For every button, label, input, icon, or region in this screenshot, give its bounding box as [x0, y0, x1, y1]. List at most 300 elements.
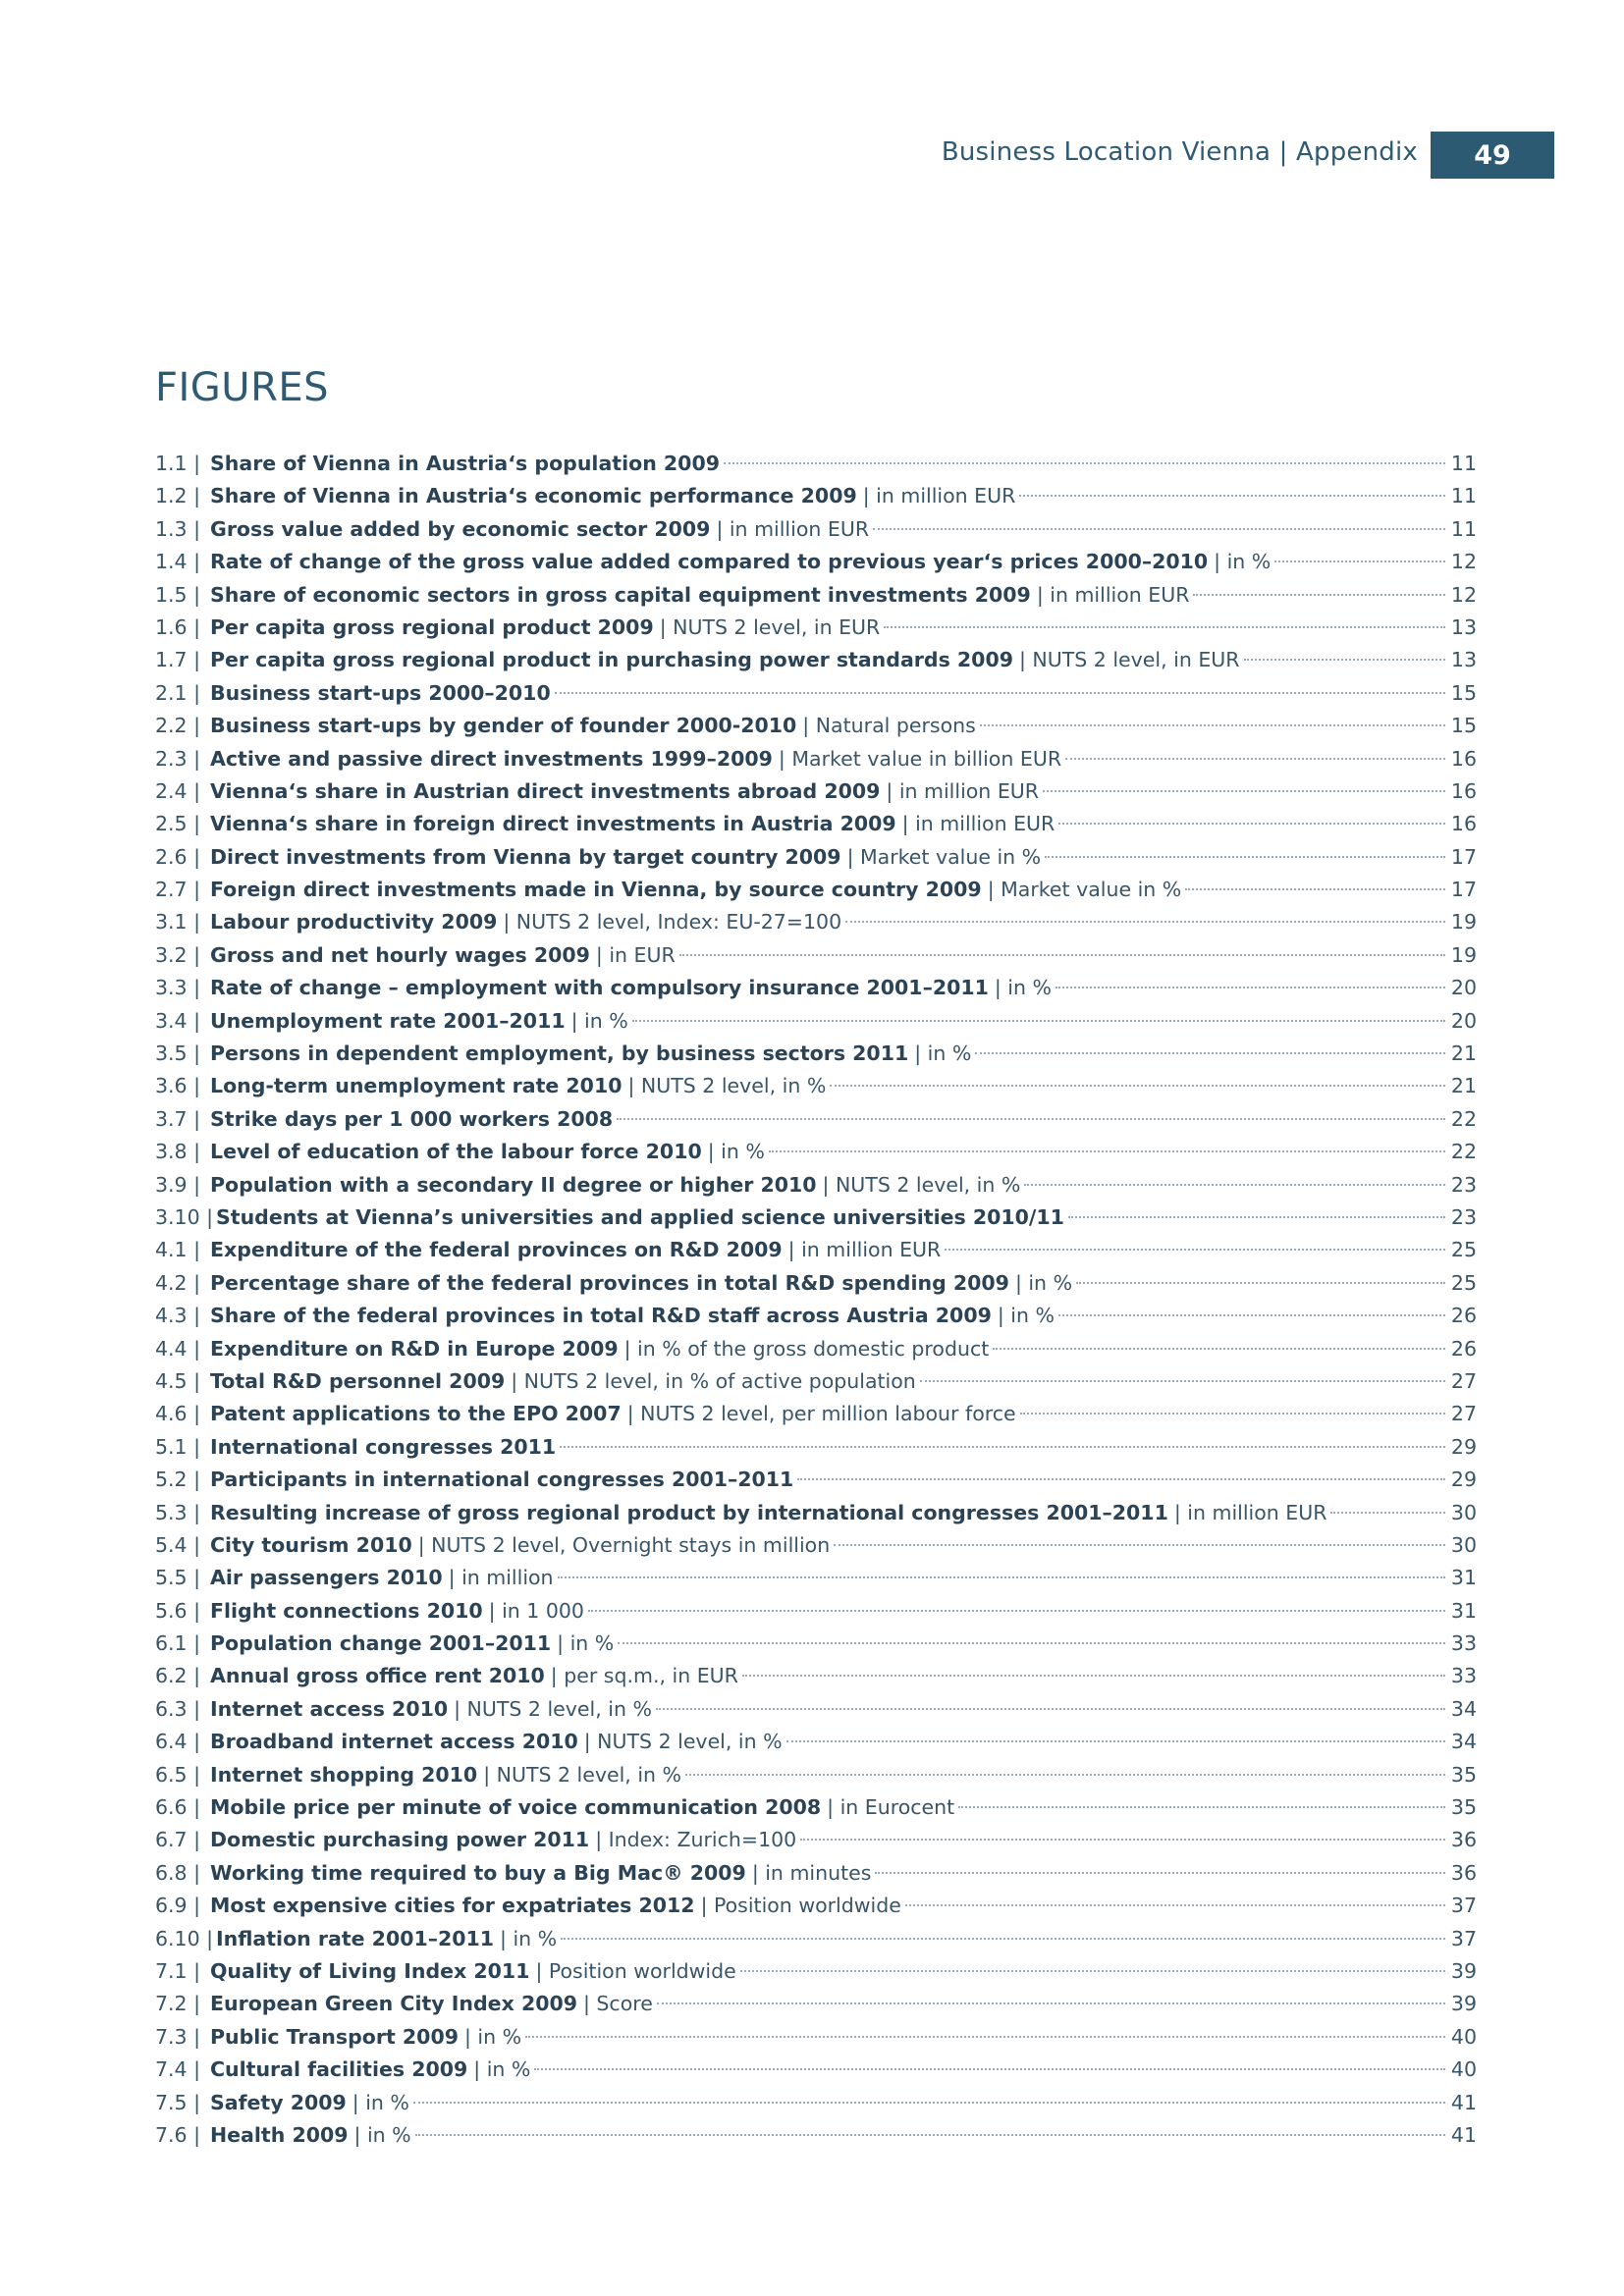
dot-leader — [875, 1872, 1445, 1874]
figure-unit: | Score — [583, 1992, 653, 2016]
figure-title: Cultural facilities 2009 — [210, 2057, 468, 2082]
figure-page-number: 19 — [1450, 910, 1477, 934]
figure-number: 3.3 | — [155, 976, 201, 1000]
figure-title: Strike days per 1 000 workers 2008 — [210, 1106, 614, 1131]
figure-page-number: 36 — [1450, 1828, 1477, 1852]
dot-leader — [679, 954, 1445, 956]
dot-leader — [786, 1740, 1445, 1742]
figure-page-number: 19 — [1450, 942, 1477, 967]
figure-number: 3.4 | — [155, 1008, 201, 1033]
figure-entry[interactable] — [155, 939, 1477, 972]
figure-entry[interactable] — [155, 1234, 1477, 1266]
figure-entry[interactable] — [155, 2054, 1477, 2086]
figure-number: 1.2 | — [155, 484, 201, 508]
running-header: Business Location Vienna | Appendix — [941, 137, 1418, 167]
figure-title: Public Transport 2009 — [210, 2024, 459, 2049]
figure-page-number: 36 — [1450, 1860, 1477, 1885]
figure-title: Most expensive cities for expatriates 2012 — [210, 1894, 695, 1918]
figure-page-number: 20 — [1450, 976, 1477, 1000]
dot-leader — [1058, 1314, 1445, 1316]
figure-title: Business start-ups by gender of founder 2000-2010 — [210, 714, 797, 738]
figure-page-number: 37 — [1450, 1894, 1477, 1918]
figure-title: Labour productivity 2009 — [210, 910, 498, 934]
dot-leader — [1330, 1512, 1445, 1514]
figure-entry[interactable] — [155, 480, 1477, 512]
figure-title: Vienna‘s share in foreign direct investments in Austria 2009 — [210, 812, 896, 836]
figure-page-number: 15 — [1450, 680, 1477, 705]
dot-leader — [800, 1839, 1445, 1841]
figure-unit: | in % — [707, 1140, 765, 1164]
figure-entry[interactable] — [155, 1169, 1477, 1201]
dot-leader — [1043, 790, 1445, 792]
figure-page-number: 34 — [1450, 1696, 1477, 1721]
figure-page-number: 26 — [1450, 1336, 1477, 1361]
figure-page-number: 39 — [1450, 1992, 1477, 2016]
figure-entry[interactable] — [155, 972, 1477, 1004]
figure-page-number: 21 — [1450, 1041, 1477, 1066]
dot-leader — [740, 1970, 1445, 1972]
figure-entry[interactable] — [155, 1201, 1477, 1234]
dot-leader — [742, 1675, 1445, 1677]
figure-entry[interactable] — [155, 1333, 1477, 1365]
figure-entry[interactable] — [155, 1529, 1477, 1562]
figure-number: 5.1 | — [155, 1434, 201, 1459]
figure-number: 2.2 | — [155, 714, 201, 738]
figure-page-number: 16 — [1450, 778, 1477, 803]
figure-entry[interactable] — [155, 1464, 1477, 1496]
figure-title: Unemployment rate 2001–2011 — [210, 1008, 566, 1033]
figure-page-number: 17 — [1450, 878, 1477, 902]
figure-entry[interactable] — [155, 1824, 1477, 1856]
figure-number: 1.1 | — [155, 452, 201, 475]
figure-title: Gross value added by economic sector 2009 — [210, 516, 711, 541]
figure-entry[interactable] — [155, 513, 1477, 546]
dot-leader — [555, 692, 1445, 694]
figure-title: Direct investments from Vienna by target country 2009 — [210, 844, 841, 869]
figure-title: International congresses 2011 — [210, 1434, 557, 1459]
figure-unit: | in 1 000 — [488, 1598, 584, 1623]
figure-unit: | NUTS 2 level, in % — [583, 1730, 783, 1754]
dot-leader — [534, 2068, 1445, 2070]
figure-page-number: 11 — [1450, 452, 1477, 475]
dot-leader — [1274, 561, 1445, 562]
figure-unit: | Market value in % — [846, 844, 1042, 869]
figure-unit: | in million EUR — [886, 778, 1040, 803]
figure-entry[interactable] — [155, 906, 1477, 938]
figure-number: 4.2 | — [155, 1270, 201, 1295]
figure-unit: | NUTS 2 level, in % — [454, 1696, 652, 1721]
figure-entry[interactable] — [155, 1497, 1477, 1529]
figure-page-number: 16 — [1450, 812, 1477, 836]
figure-entry[interactable] — [155, 1660, 1477, 1692]
dot-leader — [980, 724, 1445, 726]
figure-number: 5.4 | — [155, 1532, 201, 1557]
figure-unit: | NUTS 2 level, in % — [483, 1762, 682, 1787]
figure-entry[interactable] — [155, 1365, 1477, 1398]
dot-leader — [724, 462, 1445, 464]
figure-unit: | per sq.m., in EUR — [550, 1664, 738, 1688]
figure-entry[interactable] — [155, 1595, 1477, 1628]
figure-unit: | in % — [914, 1041, 972, 1066]
figure-title: Share of economic sectors in gross capital equipment investments 2009 — [210, 582, 1031, 607]
figure-number: 5.2 | — [155, 1468, 201, 1492]
figure-entry[interactable] — [155, 644, 1477, 676]
figure-entry[interactable] — [155, 1628, 1477, 1660]
figure-title: Health 2009 — [210, 2122, 349, 2147]
figure-entry[interactable] — [155, 874, 1477, 906]
figure-entry[interactable] — [155, 1923, 1477, 1955]
figure-unit: | in % — [994, 976, 1052, 1000]
figure-number: 6.2 | — [155, 1664, 201, 1688]
dot-leader — [1193, 594, 1445, 596]
figure-number: 5.6 | — [155, 1598, 201, 1623]
figure-unit: | in % — [500, 1926, 558, 1950]
figure-title: Active and passive direct investments 1999–2009 — [210, 746, 773, 771]
figure-entry[interactable] — [155, 743, 1477, 775]
dot-leader — [656, 1708, 1445, 1710]
figure-unit: | Position worldwide — [700, 1894, 901, 1918]
figure-number: 4.3 | — [155, 1304, 201, 1328]
figure-number: 2.3 | — [155, 746, 201, 771]
figure-number: 3.10 | — [155, 1204, 214, 1229]
figure-title: Vienna‘s share in Austrian direct investments abroad 2009 — [210, 778, 881, 803]
figure-page-number: 20 — [1450, 1008, 1477, 1033]
figure-number: 1.5 | — [155, 582, 201, 607]
figure-entry[interactable] — [155, 1955, 1477, 1988]
figure-title: Internet shopping 2010 — [210, 1762, 478, 1787]
dot-leader — [769, 1150, 1445, 1152]
figure-number: 4.5 | — [155, 1368, 201, 1393]
dot-leader — [560, 1446, 1445, 1448]
figure-page-number: 31 — [1450, 1598, 1477, 1623]
figure-number: 6.4 | — [155, 1730, 201, 1754]
section-title: FIGURES — [155, 365, 330, 410]
dot-leader — [1244, 659, 1445, 661]
figure-title: Share of the federal provinces in total R&D staff across Austria 2009 — [210, 1304, 992, 1328]
dot-leader — [1019, 495, 1445, 497]
dot-leader — [618, 1642, 1445, 1644]
figure-title: Quality of Living Index 2011 — [210, 1958, 530, 1983]
figure-number: 4.1 | — [155, 1238, 201, 1262]
figure-title: Patent applications to the EPO 2007 — [210, 1402, 622, 1426]
figure-entry[interactable] — [155, 1857, 1477, 1890]
figure-number: 6.10 | — [155, 1926, 214, 1950]
dot-leader — [1065, 758, 1445, 760]
figure-title: Internet access 2010 — [210, 1696, 449, 1721]
figure-number: 3.6 | — [155, 1074, 201, 1098]
figure-unit: | NUTS 2 level, in % — [627, 1074, 827, 1098]
figure-unit: | in % — [1014, 1270, 1073, 1295]
figure-unit: | Market value in % — [987, 878, 1182, 902]
figure-title: Per capita gross regional product 2009 — [210, 614, 654, 639]
figure-number: 6.3 | — [155, 1696, 201, 1721]
figure-page-number: 41 — [1450, 2122, 1477, 2147]
figure-unit: | in million EUR — [1036, 582, 1190, 607]
figure-page-number: 27 — [1450, 1368, 1477, 1393]
dot-leader — [1185, 888, 1445, 890]
figure-entry[interactable] — [155, 1267, 1477, 1300]
figure-page-number: 15 — [1450, 714, 1477, 738]
figure-unit: | in million EUR — [716, 516, 870, 541]
figure-number: 5.3 | — [155, 1500, 201, 1524]
figure-title: Air passengers 2010 — [210, 1566, 443, 1590]
dot-leader — [945, 1249, 1445, 1251]
figure-entry[interactable] — [155, 710, 1477, 742]
figure-number: 6.1 | — [155, 1631, 201, 1656]
figure-number: 2.6 | — [155, 844, 201, 869]
figure-unit: | in % of the gross domestic product — [623, 1336, 990, 1361]
figure-title: City tourism 2010 — [210, 1532, 412, 1557]
dot-leader — [632, 1020, 1445, 1022]
dot-leader — [873, 528, 1445, 530]
figure-entry[interactable] — [155, 579, 1477, 612]
figure-unit: | in % — [1214, 550, 1272, 574]
page-number: 49 — [1474, 139, 1511, 171]
figure-title: Expenditure of the federal provinces on R&D 2009 — [210, 1238, 783, 1262]
figure-title: Persons in dependent employment, by business sectors 2011 — [210, 1041, 909, 1066]
figure-entry[interactable] — [155, 808, 1477, 840]
figure-unit: | in million EUR — [1173, 1500, 1327, 1524]
figure-page-number: 25 — [1450, 1270, 1477, 1295]
figure-title: Safety 2009 — [210, 2090, 347, 2114]
figure-title: Population with a secondary II degree or higher 2010 — [210, 1172, 817, 1197]
figure-unit: | in Eurocent — [827, 1795, 955, 1820]
dot-leader — [1058, 823, 1445, 825]
figure-title: Level of education of the labour force 2010 — [210, 1140, 702, 1164]
figure-page-number: 39 — [1450, 1958, 1477, 1983]
figure-page-number: 31 — [1450, 1566, 1477, 1590]
dot-leader — [920, 1380, 1445, 1382]
figure-unit: | in million EUR — [787, 1238, 942, 1262]
figure-title: Business start-ups 2000–2010 — [210, 680, 551, 705]
figure-entry[interactable] — [155, 1726, 1477, 1758]
figure-page-number: 23 — [1450, 1172, 1477, 1197]
figure-number: 6.6 | — [155, 1795, 201, 1820]
figure-unit: | in million EUR — [862, 484, 1016, 508]
figure-entry[interactable] — [155, 1988, 1477, 2020]
dot-leader — [657, 2002, 1445, 2004]
dot-leader — [905, 1904, 1445, 1906]
figure-entry[interactable] — [155, 1103, 1477, 1136]
figure-number: 4.6 | — [155, 1402, 201, 1426]
figure-entry[interactable] — [155, 775, 1477, 808]
figure-page-number: 12 — [1450, 550, 1477, 574]
figure-unit: | in % — [473, 2057, 531, 2082]
figure-entry[interactable] — [155, 677, 1477, 710]
figure-unit: | NUTS 2 level, in EUR — [659, 614, 881, 639]
figure-page-number: 40 — [1450, 2024, 1477, 2049]
dot-leader — [834, 1544, 1445, 1546]
figure-number: 2.7 | — [155, 878, 201, 902]
figure-number: 3.8 | — [155, 1140, 201, 1164]
dot-leader — [975, 1052, 1445, 1054]
page-number-badge — [1431, 132, 1554, 179]
figure-page-number: 12 — [1450, 582, 1477, 607]
figure-entry[interactable] — [155, 1398, 1477, 1430]
figure-page-number: 16 — [1450, 746, 1477, 771]
dot-leader — [845, 921, 1445, 923]
dot-leader — [413, 2102, 1445, 2104]
figure-title: Expenditure on R&D in Europe 2009 — [210, 1336, 619, 1361]
figure-number: 1.7 | — [155, 648, 201, 672]
figure-unit: | NUTS 2 level, Index: EU-27=100 — [503, 910, 842, 934]
figure-entry[interactable] — [155, 1759, 1477, 1791]
figure-number: 7.4 | — [155, 2057, 201, 2082]
figure-number: 1.4 | — [155, 550, 201, 574]
figure-number: 4.4 | — [155, 1336, 201, 1361]
figure-page-number: 25 — [1450, 1238, 1477, 1262]
figure-page-number: 30 — [1450, 1532, 1477, 1557]
figure-unit: | NUTS 2 level, per million labour force — [626, 1402, 1016, 1426]
figure-entry[interactable] — [155, 1005, 1477, 1038]
figure-title: Population change 2001–2011 — [210, 1631, 552, 1656]
figure-number: 1.3 | — [155, 516, 201, 541]
dot-leader — [830, 1085, 1445, 1087]
figure-page-number: 35 — [1450, 1762, 1477, 1787]
figure-page-number: 35 — [1450, 1795, 1477, 1820]
figure-unit: | in % — [353, 2122, 411, 2147]
figure-number: 3.5 | — [155, 1041, 201, 1066]
figure-title: Resulting increase of gross regional product by international congresses 2001–2011 — [210, 1500, 1168, 1524]
figure-unit: | NUTS 2 level, in EUR — [1018, 648, 1240, 672]
dot-leader — [558, 1576, 1445, 1578]
figure-page-number: 13 — [1450, 614, 1477, 639]
figure-page-number: 34 — [1450, 1730, 1477, 1754]
figure-number: 7.3 | — [155, 2024, 201, 2049]
figure-title: Total R&D personnel 2009 — [210, 1368, 506, 1393]
dot-leader — [588, 1610, 1445, 1612]
figure-unit: | NUTS 2 level, Overnight stays in million — [417, 1532, 831, 1557]
figure-title: Broadband internet access 2010 — [210, 1730, 578, 1754]
figure-page-number: 37 — [1450, 1926, 1477, 1950]
dot-leader — [1020, 1413, 1445, 1415]
figure-title: Percentage share of the federal provinces in total R&D spending 2009 — [210, 1270, 1009, 1295]
figure-page-number: 11 — [1450, 484, 1477, 508]
figure-entry[interactable] — [155, 1300, 1477, 1332]
figure-page-number: 33 — [1450, 1631, 1477, 1656]
figure-unit: | Index: Zurich=100 — [595, 1828, 797, 1852]
figure-unit: | in % — [352, 2090, 409, 2114]
figure-entry[interactable] — [155, 1431, 1477, 1464]
figure-title: Per capita gross regional product in purchasing power standards 2009 — [210, 648, 1013, 672]
figure-page-number: 23 — [1450, 1204, 1477, 1229]
figure-page-number: 30 — [1450, 1500, 1477, 1524]
figure-entry[interactable] — [155, 612, 1477, 644]
dot-leader — [525, 2036, 1445, 2038]
dot-leader — [1076, 1282, 1445, 1284]
figure-page-number: 33 — [1450, 1664, 1477, 1688]
figure-number: 7.6 | — [155, 2122, 201, 2147]
figure-page-number: 17 — [1450, 844, 1477, 869]
dot-leader — [617, 1118, 1445, 1120]
figure-title: Rate of change – employment with compulsory insurance 2001–2011 — [210, 976, 989, 1000]
figure-entry[interactable] — [155, 1791, 1477, 1824]
figure-page-number: 21 — [1450, 1074, 1477, 1098]
figures-list — [155, 448, 1477, 2152]
figure-title: Long-term unemployment rate 2010 — [210, 1074, 623, 1098]
figure-title: Working time required to buy a Big Mac® 2009 — [210, 1860, 746, 1885]
dot-leader — [1068, 1216, 1445, 1218]
figure-page-number: 26 — [1450, 1304, 1477, 1328]
figure-entry[interactable] — [155, 1070, 1477, 1102]
figure-number: 6.5 | — [155, 1762, 201, 1787]
figure-entry[interactable] — [155, 1890, 1477, 1922]
figure-page-number: 22 — [1450, 1140, 1477, 1164]
figure-page-number: 11 — [1450, 516, 1477, 541]
figure-title: Annual gross office rent 2010 — [210, 1664, 545, 1688]
figure-entry[interactable] — [155, 2087, 1477, 2119]
figure-title: Mobile price per minute of voice communication 2008 — [210, 1795, 822, 1820]
figure-page-number: 41 — [1450, 2090, 1477, 2114]
figure-title: Participants in international congresses 2001–2011 — [210, 1468, 794, 1492]
dot-leader — [958, 1806, 1445, 1808]
figure-unit: | Natural persons — [802, 714, 976, 738]
dot-leader — [1056, 987, 1445, 988]
figure-unit: | in million EUR — [901, 812, 1056, 836]
figure-number: 7.5 | — [155, 2090, 201, 2114]
figure-title: Rate of change of the gross value added compared to previous year‘s prices 2000–2010 — [210, 550, 1209, 574]
figure-unit: | NUTS 2 level, in % of active population — [511, 1368, 916, 1393]
figure-page-number: 13 — [1450, 648, 1477, 672]
figure-number: 3.2 | — [155, 942, 201, 967]
figure-entry[interactable] — [155, 1562, 1477, 1594]
figure-number: 6.7 | — [155, 1828, 201, 1852]
figure-page-number: 29 — [1450, 1468, 1477, 1492]
figure-entry[interactable] — [155, 1693, 1477, 1726]
figure-unit: | in % — [997, 1304, 1055, 1328]
figure-entry[interactable] — [155, 2119, 1477, 2152]
figure-number: 5.5 | — [155, 1566, 201, 1590]
dot-leader — [884, 626, 1445, 628]
figure-title: Students at Vienna’s universities and applied science universities 2010/11 — [216, 1204, 1064, 1229]
figure-entry[interactable] — [155, 1136, 1477, 1168]
dot-leader — [1045, 856, 1445, 858]
dot-leader — [685, 1774, 1445, 1776]
dot-leader — [415, 2134, 1445, 2136]
figure-page-number: 40 — [1450, 2057, 1477, 2082]
figure-number: 2.5 | — [155, 812, 201, 836]
figure-unit: | Market value in billion EUR — [778, 746, 1062, 771]
figure-title: Domestic purchasing power 2011 — [210, 1828, 590, 1852]
figure-number: 1.6 | — [155, 614, 201, 639]
figure-title: Foreign direct investments made in Vienna, by source country 2009 — [210, 878, 982, 902]
figure-number: 3.7 | — [155, 1106, 201, 1131]
figure-title: European Green City Index 2009 — [210, 1992, 577, 2016]
figure-unit: | in % — [463, 2024, 522, 2049]
figure-unit: | Position worldwide — [535, 1958, 736, 1983]
figure-number: 6.8 | — [155, 1860, 201, 1885]
figure-number: 2.1 | — [155, 680, 201, 705]
figure-page-number: 22 — [1450, 1106, 1477, 1131]
figure-title: Inflation rate 2001–2011 — [216, 1926, 495, 1950]
figure-entry[interactable] — [155, 546, 1477, 578]
dot-leader — [797, 1478, 1445, 1480]
figure-unit: | NUTS 2 level, in % — [822, 1172, 1021, 1197]
figure-page-number: 27 — [1450, 1402, 1477, 1426]
figure-entry[interactable] — [155, 1038, 1477, 1070]
figure-title: Share of Vienna in Austria‘s economic performance 2009 — [210, 484, 857, 508]
figure-number: 3.9 | — [155, 1172, 201, 1197]
dot-leader — [993, 1348, 1445, 1350]
figure-unit: | in % — [570, 1008, 628, 1033]
figure-unit: | in minutes — [751, 1860, 872, 1885]
figure-entry[interactable] — [155, 2021, 1477, 2054]
figure-title: Flight connections 2010 — [210, 1598, 483, 1623]
dot-leader — [1024, 1184, 1445, 1186]
figure-unit: | in million — [448, 1566, 554, 1590]
figure-entry[interactable] — [155, 841, 1477, 874]
figure-entry[interactable] — [155, 448, 1477, 480]
